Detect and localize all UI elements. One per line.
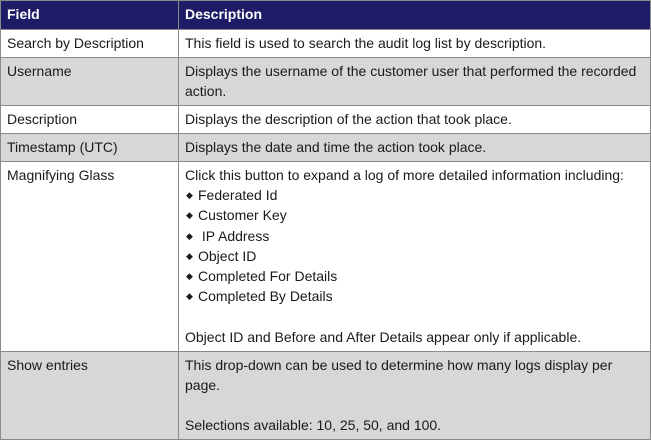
description-text: This drop-down can be used to determine how many logs display per page. (185, 356, 613, 393)
description-cell: Displays the username of the customer user that performed the recorded action. (179, 58, 651, 106)
table-row (1, 58, 651, 106)
field-cell: Show entries (1, 351, 179, 439)
description-cell: Displays the date and time the action took place. (179, 134, 651, 162)
description-cell: This field is used to search the audit log list by description. (179, 30, 651, 58)
field-cell: Timestamp (UTC) (1, 134, 179, 162)
bullet-icon: ◆ (186, 271, 193, 282)
list-item-label: Completed By Details (198, 288, 333, 305)
list-item (185, 286, 644, 306)
description-cell: Displays the description of the action that took place. (179, 106, 651, 134)
list-item-label: Federated Id (198, 187, 278, 203)
list-item (185, 226, 644, 246)
detail-list (185, 185, 644, 307)
list-item-label: Object ID (198, 247, 257, 264)
table-row (1, 134, 651, 162)
description-cell (179, 162, 651, 352)
table-header-row (1, 1, 651, 30)
list-item (185, 205, 644, 225)
bullet-icon: ◆ (186, 291, 193, 302)
table-row (1, 162, 651, 352)
header-description: Description (179, 1, 651, 30)
bullet-icon: ◆ (186, 250, 193, 261)
note-text: Object ID and Before and After Details appear only if applicable. (185, 328, 582, 345)
bullet-icon: ◆ (186, 190, 193, 200)
description-text: Click this button to expand a log of more detailed information including: (185, 167, 624, 183)
note-text: Selections available: 10, 25, 50, and 100. (185, 416, 442, 433)
list-item-label: Completed For Details (198, 268, 338, 285)
list-item (185, 246, 644, 266)
list-item-label: Customer Key (198, 207, 287, 224)
bullet-icon: ◆ (186, 230, 193, 241)
list-item-label: IP Address (198, 227, 270, 244)
field-cell: Search by Description (1, 30, 179, 58)
description-cell (179, 351, 651, 439)
table-row (1, 106, 651, 134)
bullet-icon: ◆ (186, 210, 193, 221)
field-cell: Username (1, 58, 179, 106)
table-row (1, 30, 651, 58)
field-cell: Magnifying Glass (1, 162, 179, 352)
header-field: Field (1, 1, 179, 30)
list-item (185, 185, 644, 205)
field-cell: Description (1, 106, 179, 134)
list-item (185, 266, 644, 286)
table-row (1, 351, 651, 439)
